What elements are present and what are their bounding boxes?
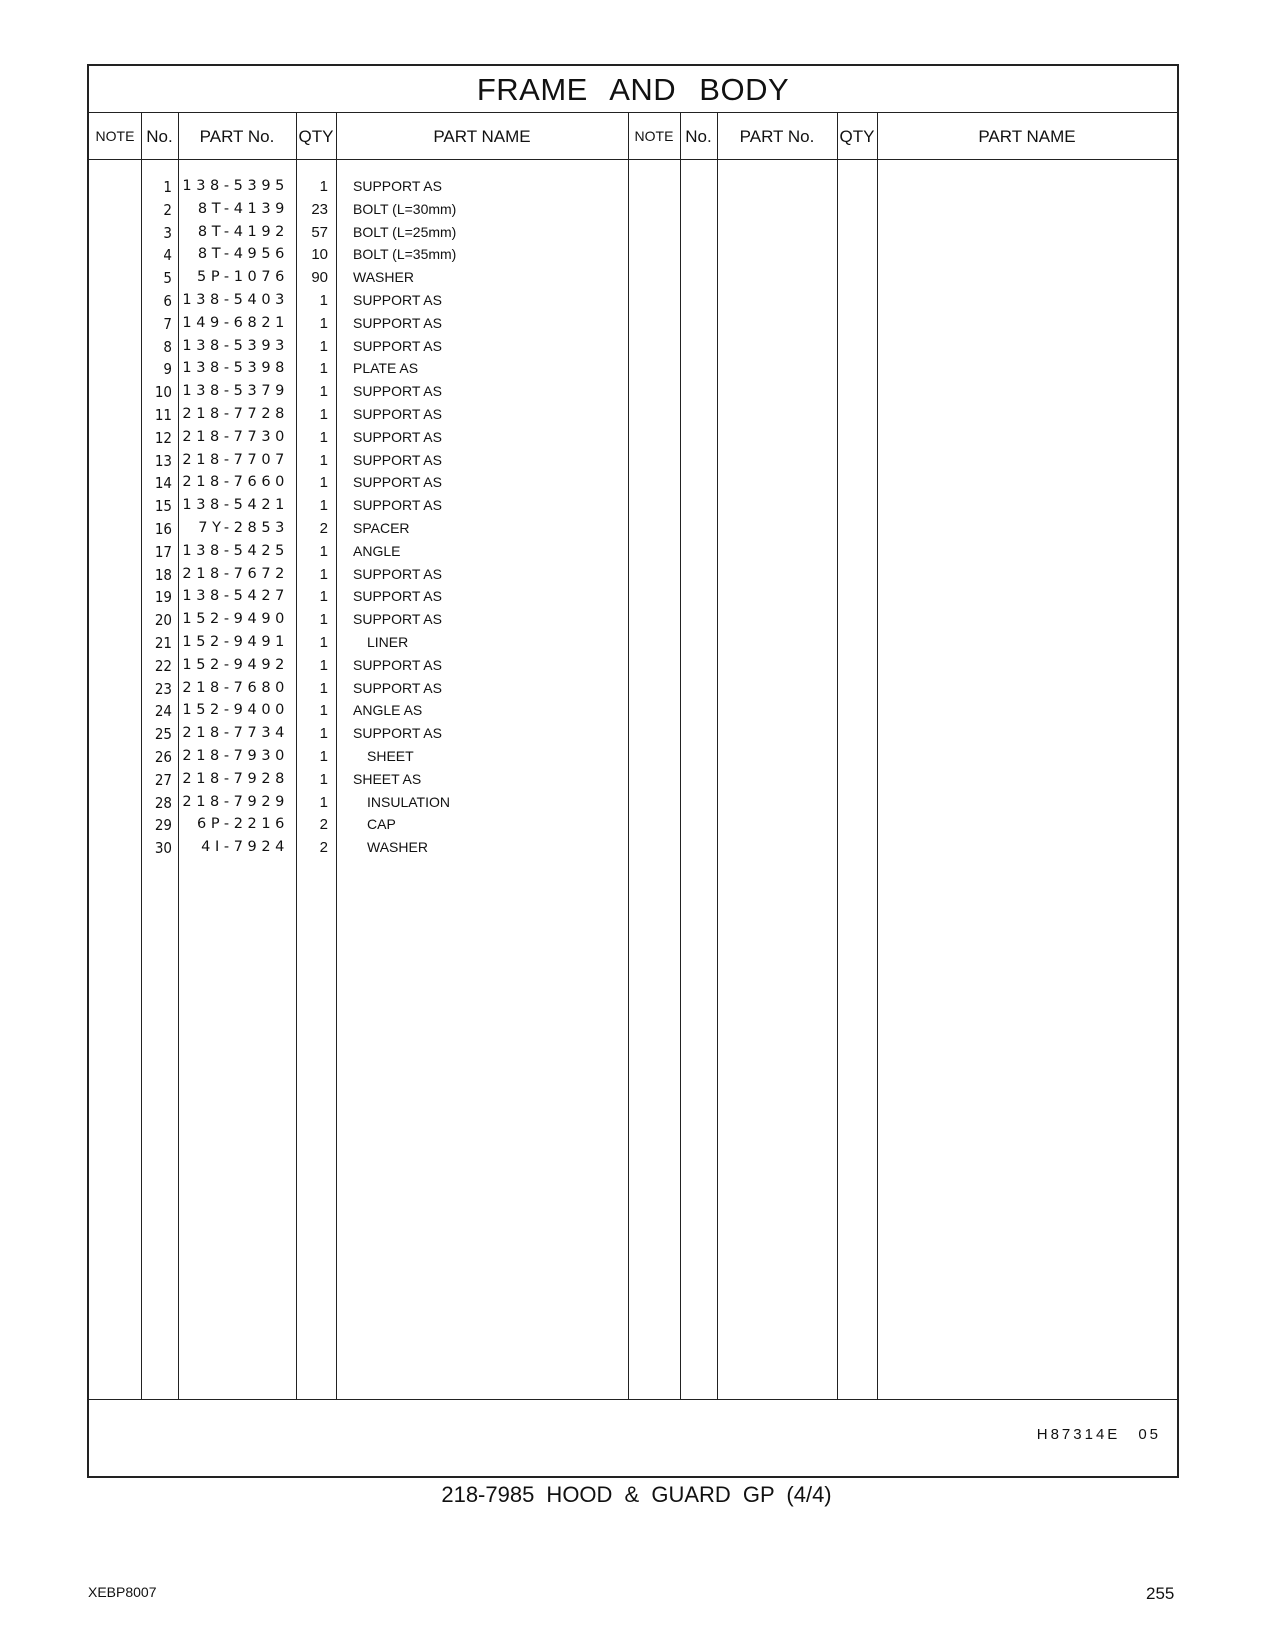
part-quantity: 2 (319, 839, 328, 857)
part-number: 218-7707 (182, 451, 289, 468)
part-name: SUPPORT AS (353, 178, 442, 194)
part-name: SUPPORT AS (353, 656, 442, 673)
part-quantity: 23 (311, 200, 328, 218)
part-name: SUPPORT AS (353, 588, 442, 605)
part-number-index: 21 (154, 634, 172, 652)
document-code: XEBP8007 (88, 1584, 157, 1600)
table-row (89, 315, 1177, 338)
part-number-index: 14 (154, 474, 172, 493)
part-number-index: 29 (154, 816, 172, 835)
part-number-index: 11 (154, 406, 172, 424)
part-number-index: 27 (154, 770, 172, 789)
part-quantity: 1 (319, 611, 328, 629)
table-row (89, 725, 1177, 748)
header-qty-right: QTY (839, 127, 875, 146)
part-quantity: 1 (319, 656, 328, 674)
table-row (89, 338, 1177, 361)
part-name: SUPPORT AS (353, 337, 442, 354)
part-quantity: 1 (319, 383, 328, 401)
part-number-index: 7 (163, 314, 172, 333)
part-number-index: 28 (154, 793, 172, 812)
table-row (89, 657, 1177, 680)
part-name: SUPPORT AS (353, 292, 442, 308)
header-no-right: No. (685, 127, 712, 146)
part-quantity: 1 (319, 474, 328, 492)
part-number: 4I-7924 (201, 839, 289, 856)
table-row (89, 201, 1177, 224)
part-number: 7Y-2853 (198, 520, 289, 536)
table-row (89, 771, 1177, 794)
part-number: 138-5427 (182, 588, 289, 605)
part-number: 6P-2216 (197, 816, 289, 833)
part-quantity: 1 (319, 542, 328, 560)
part-quantity: 10 (311, 246, 328, 264)
part-number: 152-9491 (182, 634, 289, 650)
part-number: 138-5421 (182, 497, 289, 514)
part-name: WASHER (367, 839, 428, 856)
part-number-index: 17 (154, 542, 172, 561)
part-number: 152-9492 (182, 656, 289, 673)
table-row (89, 816, 1177, 839)
part-name: SUPPORT AS (353, 497, 442, 514)
part-name: SUPPORT AS (353, 725, 442, 742)
part-number-index: 6 (163, 292, 172, 310)
header-qty-left: QTY (298, 127, 334, 146)
part-number: 218-7930 (182, 748, 289, 764)
part-quantity: 2 (319, 816, 328, 834)
table-row (89, 292, 1177, 315)
part-number: 218-7728 (182, 406, 289, 422)
part-number: 8T-4956 (197, 246, 289, 263)
header-part-name-right: PART NAME (978, 127, 1076, 146)
part-number: 138-5379 (182, 383, 289, 400)
table-row (89, 360, 1177, 383)
table-row (89, 452, 1177, 475)
part-number-index: 12 (154, 428, 172, 447)
table-row (89, 178, 1177, 201)
part-name: BOLT (L=30mm) (353, 200, 457, 217)
table-row (89, 269, 1177, 292)
part-number-index: 20 (154, 611, 172, 630)
table-row (89, 748, 1177, 771)
part-number-index: 13 (154, 451, 172, 470)
header-note-right: NOTE (634, 128, 674, 144)
part-quantity: 1 (319, 428, 328, 446)
part-name: SUPPORT AS (353, 406, 442, 422)
table-row (89, 634, 1177, 657)
part-name: ANGLE (353, 542, 401, 559)
part-quantity: 57 (311, 223, 328, 241)
part-quantity: 1 (319, 314, 328, 332)
part-name: INSULATION (367, 793, 450, 810)
part-name: LINER (367, 634, 409, 650)
part-name: SUPPORT AS (353, 314, 442, 331)
table-row (89, 611, 1177, 634)
part-name: SUPPORT AS (353, 611, 442, 628)
part-number-index: 15 (154, 497, 172, 516)
part-name: SHEET AS (353, 770, 422, 787)
part-name: SUPPORT AS (353, 451, 442, 468)
part-number: 5P-1076 (197, 269, 289, 286)
table-row (89, 520, 1177, 543)
part-name: SUPPORT AS (353, 474, 442, 491)
part-number: 218-7672 (182, 565, 289, 582)
part-quantity: 1 (319, 748, 328, 765)
part-number-index: 26 (154, 748, 172, 766)
part-name: CAP (367, 816, 396, 833)
part-number-index: 25 (154, 725, 172, 744)
part-number-index: 2 (163, 200, 172, 219)
part-number: 138-5398 (182, 360, 289, 377)
page-title: FRAME AND BODY (89, 66, 1177, 113)
table-row (89, 794, 1177, 817)
part-name: BOLT (L=25mm) (353, 223, 457, 240)
part-number: 152-9400 (182, 702, 289, 719)
header-no-left: No. (146, 127, 173, 146)
table-row (89, 383, 1177, 406)
footer-divider (89, 1399, 1177, 1400)
part-number-index: 3 (163, 223, 172, 242)
part-quantity: 1 (319, 634, 328, 651)
part-number: 218-7660 (182, 474, 289, 491)
part-number: 138-5403 (182, 292, 289, 308)
part-name: SPACER (353, 520, 410, 536)
part-quantity: 1 (319, 337, 328, 355)
part-quantity: 1 (319, 497, 328, 515)
part-number: 8T-4139 (197, 200, 289, 217)
part-name: ANGLE AS (353, 702, 423, 719)
table-row (89, 566, 1177, 589)
part-number-index: 8 (163, 337, 172, 356)
part-number-index: 5 (163, 269, 172, 288)
part-number-index: 19 (154, 588, 172, 607)
part-quantity: 1 (319, 292, 328, 309)
reference-code (1037, 1426, 1161, 1443)
part-number-index: 4 (163, 246, 172, 265)
part-name: SUPPORT AS (353, 565, 442, 582)
part-number-index: 18 (154, 565, 172, 584)
part-name: SUPPORT AS (353, 679, 442, 696)
header-part-name-left: PART NAME (433, 127, 531, 146)
part-quantity: 1 (319, 770, 328, 788)
part-number: 152-9490 (182, 611, 289, 628)
table-header (89, 113, 1177, 160)
header-part-no-left: PART No. (199, 127, 275, 146)
part-number-index: 9 (163, 360, 172, 379)
table-row (89, 429, 1177, 452)
part-quantity: 1 (319, 360, 328, 378)
part-name: SUPPORT AS (353, 383, 442, 400)
part-quantity: 1 (319, 725, 328, 743)
part-quantity: 1 (319, 679, 328, 697)
table-row (89, 497, 1177, 520)
part-number: 149-6821 (182, 314, 289, 331)
part-name: SHEET (367, 748, 414, 764)
reference-code-main: H87314E (1036, 1426, 1121, 1443)
part-name: WASHER (353, 269, 414, 286)
table-row (89, 839, 1177, 862)
parts-list-frame (87, 64, 1179, 1478)
part-quantity: 1 (319, 565, 328, 583)
table-row (89, 702, 1177, 725)
part-quantity: 1 (319, 451, 328, 469)
part-name: SUPPORT AS (353, 428, 442, 445)
part-quantity: 1 (319, 588, 328, 606)
table-row (89, 224, 1177, 247)
table-row (89, 474, 1177, 497)
table-row (89, 246, 1177, 269)
part-name: BOLT (L=35mm) (353, 246, 457, 263)
part-number-index: 24 (154, 702, 172, 721)
part-number-index: 1 (163, 178, 172, 196)
header-part-no-right: PART No. (739, 127, 815, 146)
part-quantity: 1 (319, 702, 328, 720)
part-quantity: 1 (319, 793, 328, 811)
table-row (89, 680, 1177, 703)
part-number: 218-7929 (182, 793, 289, 810)
part-quantity: 1 (319, 406, 328, 423)
part-number: 138-5395 (182, 178, 289, 194)
header-note-left: NOTE (95, 128, 135, 144)
group-caption: 218-7985 HOOD & GUARD GP (4/4) (441, 1482, 832, 1507)
page-number: 255 (1146, 1584, 1175, 1603)
table-row (89, 588, 1177, 611)
part-number: 218-7680 (182, 679, 289, 696)
part-number-index: 10 (154, 383, 172, 402)
part-number-index: 23 (154, 679, 172, 698)
part-number-index: 16 (154, 520, 172, 538)
part-number: 8T-4192 (197, 223, 289, 240)
part-number: 138-5425 (182, 542, 289, 559)
part-quantity: 90 (311, 269, 328, 287)
part-number: 138-5393 (182, 337, 289, 354)
part-quantity: 1 (319, 178, 328, 195)
part-quantity: 2 (319, 520, 328, 537)
part-name: PLATE AS (353, 360, 419, 377)
part-number-index: 22 (154, 656, 172, 675)
table-row (89, 406, 1177, 429)
part-number-index: 30 (154, 839, 172, 858)
reference-code-suffix: 05 (1138, 1426, 1161, 1443)
part-number: 218-7928 (182, 770, 289, 787)
part-number: 218-7730 (182, 428, 289, 445)
table-row (89, 543, 1177, 566)
part-number: 218-7734 (182, 725, 289, 742)
